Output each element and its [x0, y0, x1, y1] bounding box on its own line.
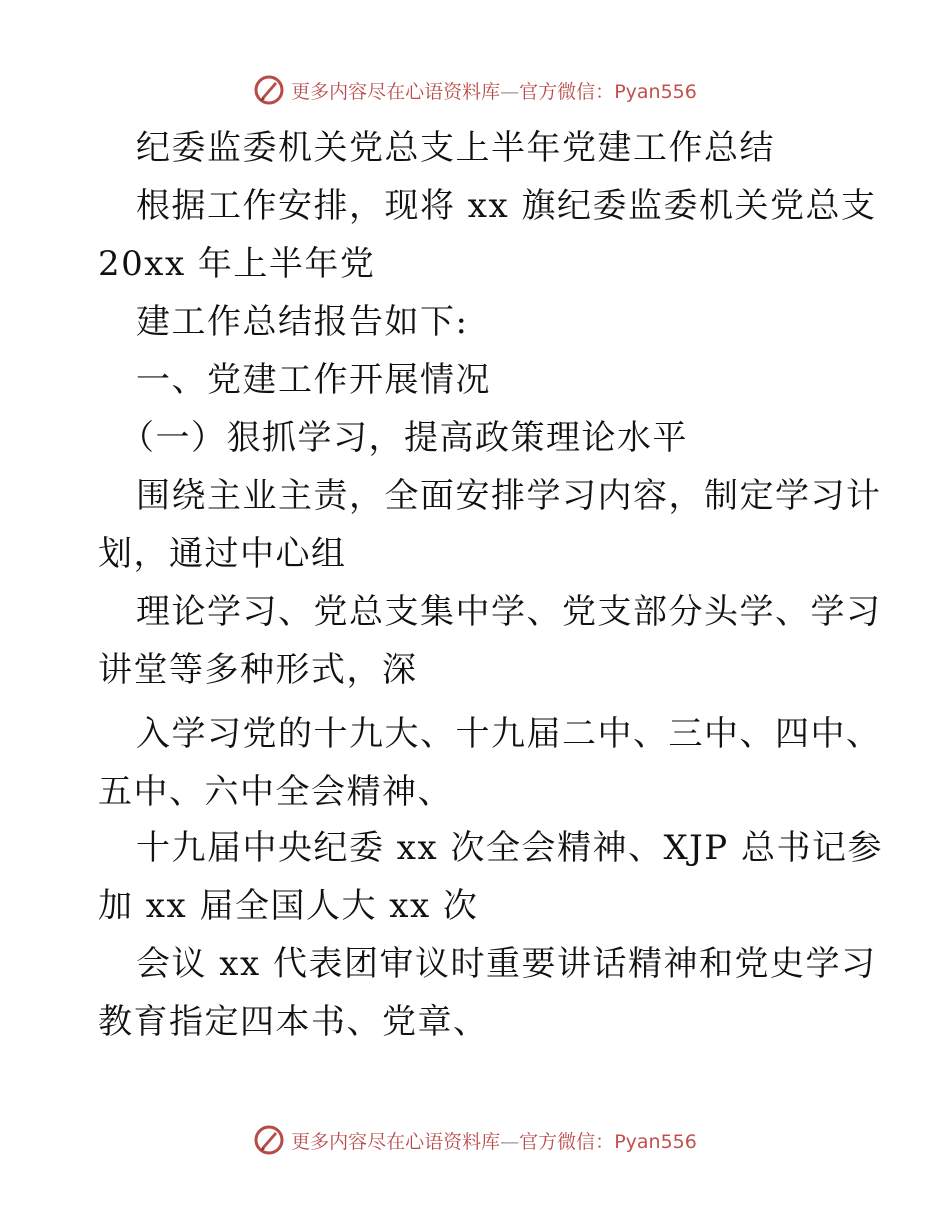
paragraph-line: 十九届中央纪委 xx 次全会精神、XJP 总书记参	[136, 828, 883, 868]
paragraph-line: 围绕主业主责，全面安排学习内容，制定学习计	[136, 476, 882, 516]
paragraph-line: 讲堂等多种形式，深	[98, 650, 418, 690]
paragraph-line: 会议 xx 代表团审议时重要讲话精神和党史学习	[136, 944, 877, 984]
paragraph-line: 五中、六中全会精神、	[98, 772, 453, 812]
paragraph-line: 建工作总结报告如下:	[136, 302, 469, 342]
footer-watermark	[0, 1120, 950, 1160]
paragraph-line: 加 xx 届全国人大 xx 次	[98, 886, 479, 926]
header-watermark	[0, 70, 950, 110]
subsection-heading: （一）狠抓学习，提高政策理论水平	[120, 418, 688, 458]
quill-logo-icon	[253, 1124, 285, 1156]
watermark-text: 更多内容尽在心语资料库—官方微信：Pyan556	[291, 1130, 697, 1153]
section-heading: 一、党建工作开展情况	[136, 360, 491, 400]
quill-logo-icon	[253, 74, 285, 106]
paragraph-line: 20xx 年上半年党	[98, 244, 376, 284]
paragraph-line: 入学习党的十九大、十九届二中、三中、四中、	[136, 714, 882, 754]
watermark-text: 更多内容尽在心语资料库—官方微信：Pyan556	[291, 80, 697, 103]
paragraph-line: 根据工作安排，现将 xx 旗纪委监委机关党总支	[136, 186, 877, 226]
document-title: 纪委监委机关党总支上半年党建工作总结	[136, 128, 775, 168]
paragraph-line: 划，通过中心组	[98, 534, 347, 574]
paragraph-line: 理论学习、党总支集中学、党支部分头学、学习	[136, 592, 882, 632]
paragraph-line: 教育指定四本书、党章、	[98, 1002, 489, 1042]
